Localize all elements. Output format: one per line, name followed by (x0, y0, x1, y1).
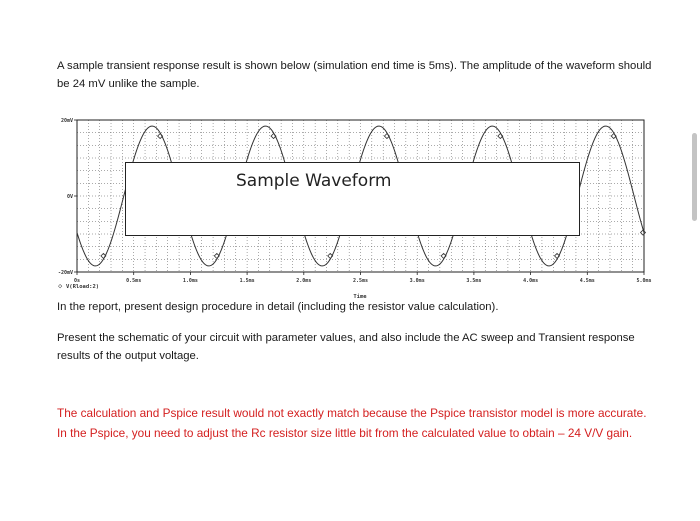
x-tick-label: 3.5ms (466, 278, 482, 284)
x-tick-label: 0s (73, 278, 81, 284)
x-tick-label: 0.5ms (126, 278, 142, 284)
x-tick-label: 5.0ms (636, 278, 652, 284)
y-tick-label: 0V (66, 194, 73, 200)
x-tick-label: 2.0ms (296, 278, 312, 284)
intro-paragraph: A sample transient response result is shown below (simulation end time is 5ms). The amplitude of the waveform should be 24 mV unlike the sample. (57, 60, 652, 90)
legend-marker: ◇ (58, 282, 63, 290)
vertical-scrollbar[interactable] (692, 133, 697, 221)
report-instruction: In the report, present design procedure in detail (including the resistor value calculation). (57, 301, 499, 313)
x-tick-label: 3.0ms (409, 278, 425, 284)
x-tick-label: 1.0ms (182, 278, 198, 284)
sample-waveform-label-box (125, 162, 580, 236)
x-tick-label: 4.5ms (579, 278, 595, 284)
present-instruction: Present the schematic of your circuit with parameter values, and also include the AC sweep and Transient response results of the output voltage. (57, 332, 635, 362)
y-axis-ticks (58, 118, 77, 276)
x-tick-label: 2.5ms (352, 278, 369, 284)
red-note: The calculation and Pspice result would not exactly match because the Pspice transistor model is more accurate. In the Pspice, you need to adjust the Rc resistor size little bit from the calculated value to obtain – 24 V/V gain. (57, 406, 647, 440)
x-tick-label: 1.5ms (239, 278, 255, 284)
y-tick-label: -20mV (57, 270, 73, 276)
x-axis-label: Time (353, 294, 367, 300)
x-tick-label: 4.0ms (523, 278, 539, 284)
y-tick-label: 20mV (60, 118, 73, 124)
chart-title: Sample Waveform (236, 171, 392, 191)
x-axis-ticks (74, 272, 652, 284)
legend-series-name: V(Rload:2) (66, 284, 100, 290)
